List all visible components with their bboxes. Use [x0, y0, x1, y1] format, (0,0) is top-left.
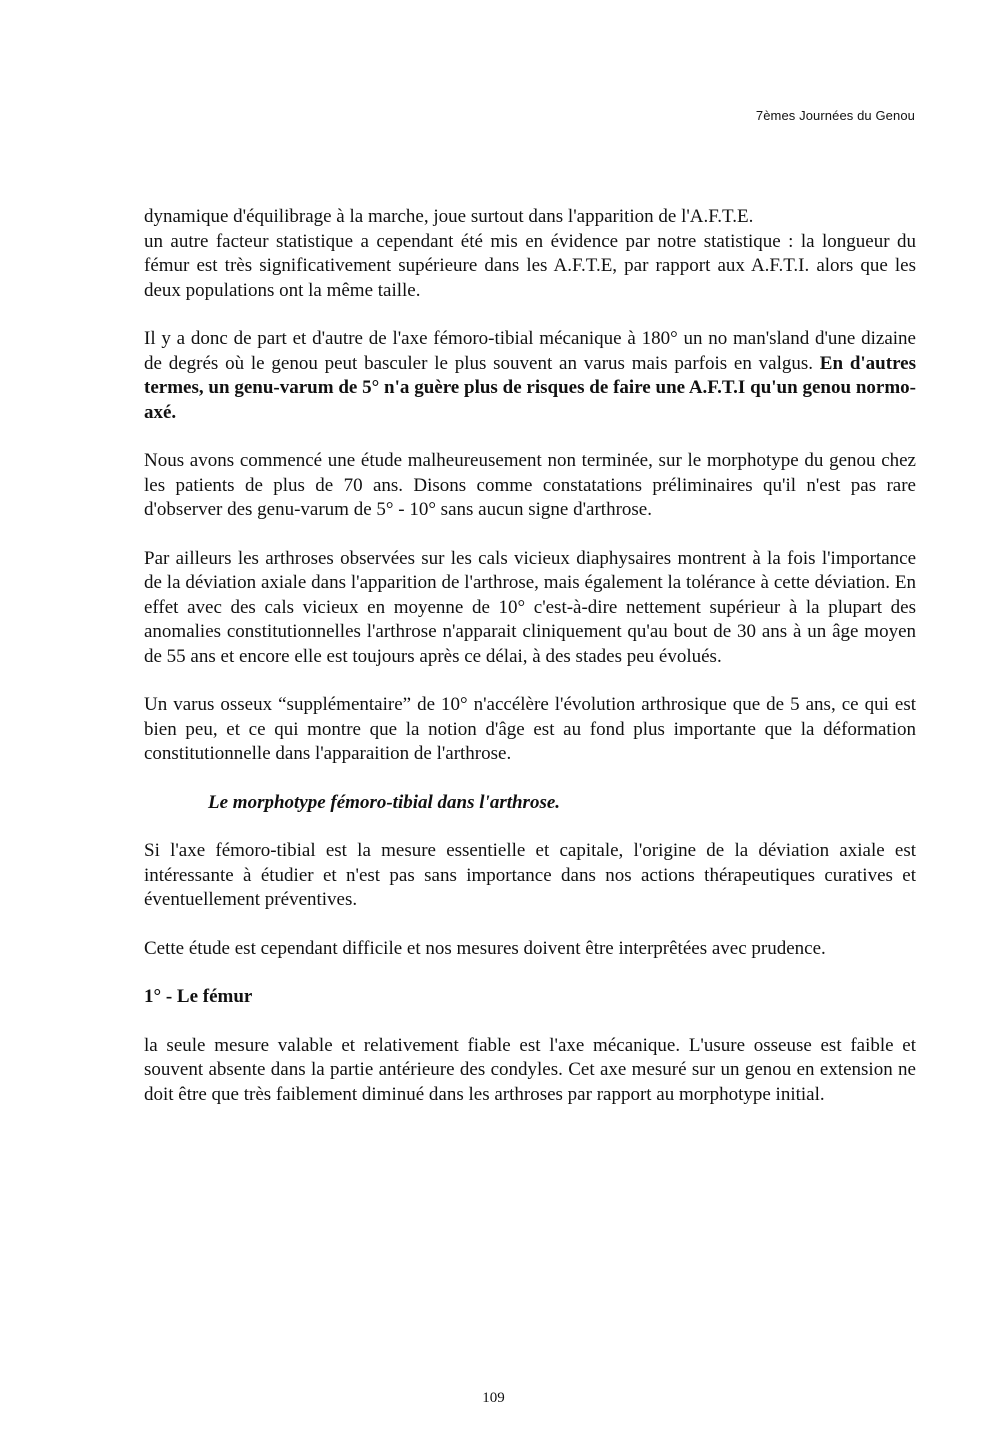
section-heading: Le morphotype fémoro-tibial dans l'arthrose. — [208, 791, 561, 813]
paragraph-gap — [144, 815, 916, 839]
paragraph-femur-length: un autre facteur statistique a cependant été mis en évidence par notre statistique : la longueur du fémur est très significativement supérieure dans les A.F.T.E, par rapport aux A.F.T.I. alors que les deux populations ont la même taille. — [144, 230, 916, 301]
paragraph-gap — [144, 669, 916, 693]
paragraph-gap — [144, 425, 916, 449]
paragraph-gap — [144, 961, 916, 985]
paragraph-no-mans-land — [144, 327, 916, 425]
paragraph-varus-osseux: Un varus osseux “supplémentaire” de 10° n'accélère l'évolution arthrosique que de 5 ans, ce qui est bien peu, et ce qui montre que la notion d'âge est au fond plus importante que la déformation constitutionnelle dans l'apparaition de l'arthrose. — [144, 694, 916, 764]
paragraph-gap — [144, 523, 916, 547]
paragraph-gap — [144, 303, 916, 327]
subsection-heading: 1° - Le fémur — [144, 986, 253, 1007]
paragraph-continuation: dynamique d'équilibrage à la marche, joue surtout dans l'apparition de l'A.F.T.E. — [144, 206, 754, 227]
paragraph-study-over-70: Nous avons commencé une étude malheureusement non terminée, sur le morphotype du genou chez les patients de plus de 70 ans. Disons comme constatations préliminaires qu'il n'est pas rare d'observer des genu-varum de 5° - 10° sans aucun signe d'arthrose. — [144, 450, 916, 520]
paragraph-gap — [144, 1010, 916, 1034]
running-header: 7èmes Journées du Genou — [755, 108, 915, 123]
paragraph-cals-vicieux: Par ailleurs les arthroses observées sur les cals vicieux diaphysaires montrent à la fois l'importance de la déviation axiale dans l'apparition de l'arthrose, mais également la tolérance à cette déviation. En effet avec des cals vicieux en moyenne de 10° c'est-à-dire nettement supérieur à la plupart des anomalies constitutionnelles l'arthrose n'apparait cliniquement qu'au bout de 30 ans à un âge moyen de 55 ans et encore elle est toujours après ce délai, à des stades peu évolués. — [144, 547, 916, 667]
paragraph-gap — [144, 767, 916, 791]
paragraph-no-mans-land-bold: En d'autres termes, un genu-varum de 5° n'a guère plus de risques de faire une A.F.T.I qu'un genou normo-axé. — [144, 352, 916, 423]
paragraph-gap — [144, 913, 916, 937]
page-number: 109 — [482, 1390, 505, 1406]
paragraph-axe-mecanique: la seule mesure valable et relativement fiable est l'axe mécanique. L'usure osseuse est faible et souvent absente dans la partie antérieure des condyles. Cet axe mesuré sur un genou en extension ne doit être que très faiblement diminué dans les arthroses par rapport au morphotype initial. — [144, 1034, 916, 1105]
page-body — [144, 205, 916, 1107]
paragraph-axe-femoro-tibial: Si l'axe fémoro-tibial est la mesure essentielle et capitale, l'origine de la déviation axiale est intéressante à étudier et n'est pas sans importance dans nos actions thérapeutiques curatives et éventuellement préventives. — [144, 840, 916, 910]
paragraph-no-mans-land-text: Il y a donc de part et d'autre de l'axe fémoro-tibial mécanique à 180° un no man'sland d'une dizaine de degrés où le genou peut basculer le plus souvent an varus mais parfois en valgus. — [144, 328, 916, 374]
paragraph-etude-difficile: Cette étude est cependant difficile et nos mesures doivent être interprêtées avec prudence. — [144, 937, 826, 959]
